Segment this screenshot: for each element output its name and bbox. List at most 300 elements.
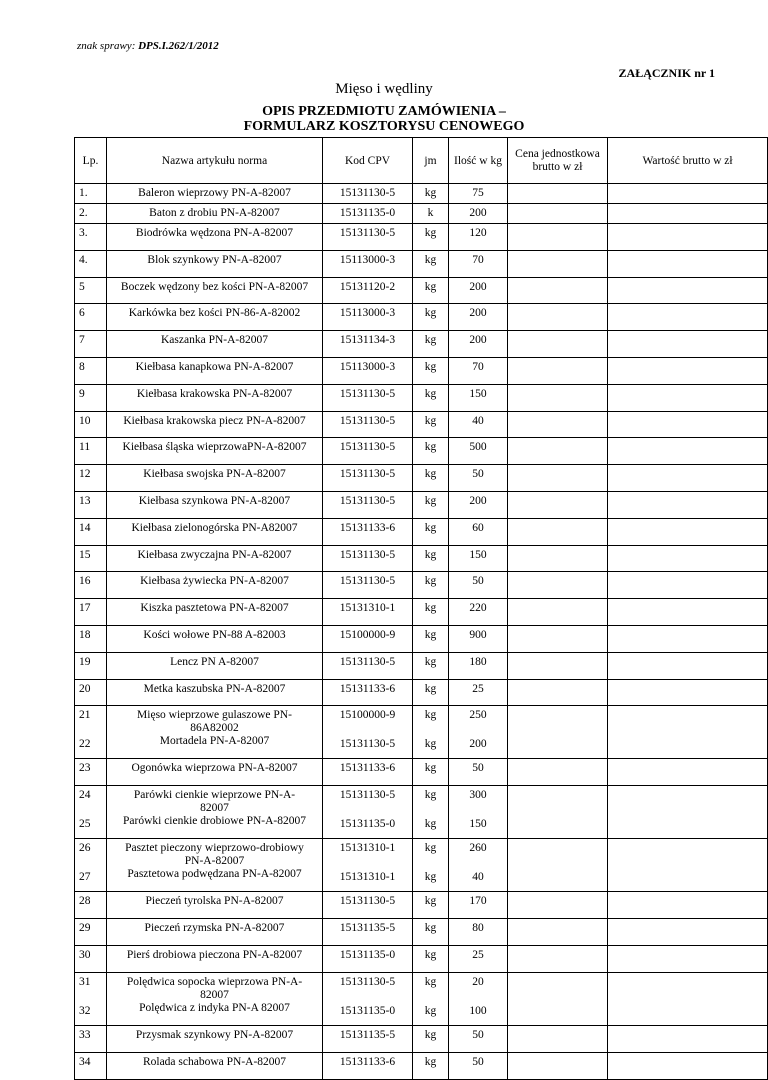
row-number-line: 22: [79, 738, 91, 751]
document-title-line1: OPIS PRZEDMIOTU ZAMÓWIENIA –: [262, 104, 506, 119]
cpv-code: 15131133-6: [323, 1053, 413, 1080]
total-value-cell[interactable]: [608, 625, 768, 652]
row-number: [75, 973, 107, 1026]
row-number-line: 26: [79, 842, 91, 855]
unit: kg: [413, 1026, 449, 1053]
total-value-cell[interactable]: [608, 491, 768, 518]
table-row: [75, 204, 768, 224]
unit: kg: [413, 946, 449, 973]
quantity: 200: [449, 491, 508, 518]
total-value-cell[interactable]: [608, 465, 768, 492]
table-row: [75, 946, 768, 973]
row-number-line: 31: [79, 976, 91, 989]
total-value-cell[interactable]: [608, 518, 768, 545]
table-body: [75, 184, 768, 1080]
quantity: 70: [449, 357, 508, 384]
total-value-cell[interactable]: [608, 759, 768, 786]
table-row: [75, 304, 768, 331]
table-row-merged: [75, 706, 768, 759]
row-number: 6: [75, 304, 107, 331]
cpv-code: 15131130-5: [323, 465, 413, 492]
quantity: 180: [449, 652, 508, 679]
item-name: Baleron wieprzowy PN-A-82007: [107, 184, 323, 204]
item-name: Kiełbasa zwyczajna PN-A-82007: [107, 545, 323, 572]
row-number-line: 21: [79, 709, 91, 722]
unit-price-cell[interactable]: [508, 277, 608, 304]
total-value-cell[interactable]: [608, 438, 768, 465]
cpv-code: 15113000-3: [323, 304, 413, 331]
total-value-cell[interactable]: [608, 973, 768, 1026]
cpv-code: 15131135-0: [323, 204, 413, 224]
row-number: 20: [75, 679, 107, 706]
table-row: [75, 759, 768, 786]
quantity: 70: [449, 250, 508, 277]
unit-price-cell[interactable]: [508, 518, 608, 545]
quantity: 25: [449, 679, 508, 706]
item-name-line: Pasztetowa podwędzana PN-A-82007: [127, 868, 302, 881]
cpv-code: 15113000-3: [323, 357, 413, 384]
quantity: 50: [449, 759, 508, 786]
unit: kg: [413, 184, 449, 204]
cpv-code: 15131134-3: [323, 331, 413, 358]
row-number: [75, 839, 107, 892]
total-value-cell[interactable]: [608, 1026, 768, 1053]
case-reference-label: znak sprawy:: [77, 40, 136, 52]
item-name: Rolada schabowa PN-A-82007: [107, 1053, 323, 1080]
quantity: 150: [449, 545, 508, 572]
unit: kg: [413, 277, 449, 304]
document-title-line2: FORMULARZ KOSZTORYSU CENOWEGO: [243, 119, 525, 134]
table-row: [75, 384, 768, 411]
quantity-line: 250: [469, 709, 487, 722]
unit-price-cell[interactable]: [508, 599, 608, 626]
row-number: 7: [75, 331, 107, 358]
quantity-line: 260: [469, 842, 487, 855]
quantity: 50: [449, 1026, 508, 1053]
quantity: 900: [449, 625, 508, 652]
row-number: 13: [75, 491, 107, 518]
cpv-code: 15131135-5: [323, 1026, 413, 1053]
item-name: Kiszka pasztetowa PN-A-82007: [107, 599, 323, 626]
total-value-cell[interactable]: [608, 1053, 768, 1080]
quantity-line: 150: [469, 818, 487, 831]
cpv-code: 15131130-5: [323, 411, 413, 438]
quantity: 75: [449, 184, 508, 204]
unit-price-cell[interactable]: [508, 384, 608, 411]
item-name-line: Polędwica sopocka wieprzowa PN-A-: [126, 976, 303, 989]
unit-price-cell[interactable]: [508, 706, 608, 759]
table-row: [75, 545, 768, 572]
column-header-unit: jm: [413, 138, 449, 184]
quantity: [449, 839, 508, 892]
unit-price-cell[interactable]: [508, 679, 608, 706]
table-row-merged: [75, 839, 768, 892]
item-name: Metka kaszubska PN-A-82007: [107, 679, 323, 706]
quantity: 150: [449, 384, 508, 411]
item-name-line: Parówki cienkie drobiowe PN-A-82007: [122, 815, 306, 828]
item-name: Kiełbasa swojska PN-A-82007: [107, 465, 323, 492]
unit-line: kg: [424, 871, 437, 884]
row-number: 30: [75, 946, 107, 973]
cpv-code: 15131130-5: [323, 652, 413, 679]
cpv-code: 15131135-5: [323, 919, 413, 946]
table-row-merged: [75, 973, 768, 1026]
row-number: 28: [75, 892, 107, 919]
total-value-cell[interactable]: [608, 786, 768, 839]
table-row: [75, 438, 768, 465]
item-name: Kiełbasa krakowska PN-A-82007: [107, 384, 323, 411]
column-header-unit-price: Cena jednostkowa brutto w zł: [508, 138, 608, 184]
unit-price-cell[interactable]: [508, 357, 608, 384]
item-name-line: 82007: [200, 989, 229, 1002]
row-number: 1.: [75, 184, 107, 204]
table-row: [75, 331, 768, 358]
column-header-name: Nazwa artykułu norma: [107, 138, 323, 184]
cpv-code: 15131130-5: [323, 892, 413, 919]
unit: kg: [413, 357, 449, 384]
quantity: 200: [449, 204, 508, 224]
total-value-cell[interactable]: [608, 250, 768, 277]
unit-price-cell[interactable]: [508, 652, 608, 679]
quantity: 50: [449, 465, 508, 492]
quantity-line: 40: [472, 871, 484, 884]
quantity: 50: [449, 572, 508, 599]
attachment-label: ZAŁĄCZNIK nr 1: [618, 66, 715, 80]
cpv-code: 15131130-5: [323, 572, 413, 599]
unit-line: kg: [424, 1005, 437, 1018]
item-name: [107, 786, 323, 839]
table-row: [75, 599, 768, 626]
row-number: 29: [75, 919, 107, 946]
total-value-cell[interactable]: [608, 599, 768, 626]
row-number: 2.: [75, 204, 107, 224]
table-row: [75, 277, 768, 304]
quantity-line: 20: [472, 976, 484, 989]
cpv-code: [323, 973, 413, 1026]
total-value-cell[interactable]: [608, 357, 768, 384]
total-value-cell[interactable]: [608, 652, 768, 679]
item-name: Kiełbasa kanapkowa PN-A-82007: [107, 357, 323, 384]
item-name: Ogonówka wieprzowa PN-A-82007: [107, 759, 323, 786]
item-name: Baton z drobiu PN-A-82007: [107, 204, 323, 224]
table-row: [75, 572, 768, 599]
unit-price-cell[interactable]: [508, 545, 608, 572]
unit: kg: [413, 438, 449, 465]
unit: [413, 706, 449, 759]
total-value-cell[interactable]: [608, 919, 768, 946]
item-name-line: Mortadela PN-A-82007: [159, 735, 270, 748]
unit-price-cell[interactable]: [508, 973, 608, 1026]
table-row: [75, 411, 768, 438]
cpv-code: 15100000-9: [323, 625, 413, 652]
table-row: [75, 679, 768, 706]
row-number: 34: [75, 1053, 107, 1080]
row-number-line: 32: [79, 1005, 91, 1018]
cpv-code: 15131133-6: [323, 518, 413, 545]
table-row: [75, 919, 768, 946]
cpv-code: 15113000-3: [323, 250, 413, 277]
item-name: [107, 973, 323, 1026]
unit: kg: [413, 652, 449, 679]
cpv-code: 15131130-5: [323, 491, 413, 518]
cpv-code: 15131135-0: [323, 946, 413, 973]
table-header-row: [75, 138, 768, 184]
category-title: Mięso i wędliny: [335, 81, 433, 97]
quantity: 60: [449, 518, 508, 545]
row-number: 16: [75, 572, 107, 599]
row-number: 19: [75, 652, 107, 679]
row-number-line: 24: [79, 789, 91, 802]
unit-price-cell[interactable]: [508, 331, 608, 358]
unit: k: [413, 204, 449, 224]
total-value-cell[interactable]: [608, 224, 768, 251]
row-number: 9: [75, 384, 107, 411]
unit-price-cell[interactable]: [508, 892, 608, 919]
cpv-code: 15131130-5: [323, 224, 413, 251]
row-number: 10: [75, 411, 107, 438]
item-name: Boczek wędzony bez kości PN-A-82007: [107, 277, 323, 304]
item-name: Kiełbasa śląska wieprzowaPN-A-82007: [107, 438, 323, 465]
unit-price-cell[interactable]: [508, 1053, 608, 1080]
row-number: 23: [75, 759, 107, 786]
table-row: [75, 892, 768, 919]
unit-price-cell[interactable]: [508, 465, 608, 492]
unit: kg: [413, 304, 449, 331]
quantity: 200: [449, 331, 508, 358]
table-row: [75, 184, 768, 204]
quantity: [449, 973, 508, 1026]
item-name: Przysmak szynkowy PN-A-82007: [107, 1026, 323, 1053]
quantity: 80: [449, 919, 508, 946]
row-number: 33: [75, 1026, 107, 1053]
row-number: 14: [75, 518, 107, 545]
total-value-cell[interactable]: [608, 384, 768, 411]
unit-line: kg: [424, 789, 437, 802]
unit: kg: [413, 759, 449, 786]
item-name: Kości wołowe PN-88 A-82003: [107, 625, 323, 652]
table-row: [75, 224, 768, 251]
cpv-code-line: 15100000-9: [339, 709, 396, 722]
total-value-cell[interactable]: [608, 946, 768, 973]
cpv-code-line: 15131310-1: [339, 871, 396, 884]
row-number: 8: [75, 357, 107, 384]
item-name: Pierś drobiowa pieczona PN-A-82007: [107, 946, 323, 973]
case-reference: [77, 40, 219, 52]
unit-price-cell[interactable]: [508, 572, 608, 599]
unit: kg: [413, 572, 449, 599]
row-number: 17: [75, 599, 107, 626]
item-name: [107, 706, 323, 759]
item-name-line: 86A82002: [190, 722, 239, 735]
quantity: 40: [449, 411, 508, 438]
item-name: Kaszanka PN-A-82007: [107, 331, 323, 358]
unit: kg: [413, 518, 449, 545]
item-name-line: PN-A-82007: [184, 855, 245, 868]
quantity: 500: [449, 438, 508, 465]
unit-price-cell[interactable]: [508, 438, 608, 465]
unit: kg: [413, 465, 449, 492]
item-name: Blok szynkowy PN-A-82007: [107, 250, 323, 277]
total-value-cell[interactable]: [608, 545, 768, 572]
unit-line: kg: [424, 818, 437, 831]
unit: kg: [413, 411, 449, 438]
item-name: Lencz PN A-82007: [107, 652, 323, 679]
quantity: 200: [449, 277, 508, 304]
item-name-line: Polędwica z indyka PN-A 82007: [139, 1002, 290, 1015]
column-header-quantity: Ilość w kg: [449, 138, 508, 184]
table-row: [75, 250, 768, 277]
cpv-code: 15131133-6: [323, 759, 413, 786]
cpv-code-line: 15131135-0: [339, 1005, 396, 1018]
table-row: [75, 652, 768, 679]
unit: [413, 839, 449, 892]
table-row: [75, 465, 768, 492]
unit: kg: [413, 491, 449, 518]
cpv-code: 15131130-5: [323, 384, 413, 411]
total-value-cell[interactable]: [608, 304, 768, 331]
case-reference-number: DPS.I.262/1/2012: [138, 40, 219, 52]
cpv-code: [323, 786, 413, 839]
item-name: Kiełbasa zielonogórska PN-A82007: [107, 518, 323, 545]
table-row: [75, 357, 768, 384]
table-row: [75, 1026, 768, 1053]
unit-price-cell[interactable]: [508, 224, 608, 251]
quantity: 220: [449, 599, 508, 626]
unit-line: kg: [424, 842, 437, 855]
unit: kg: [413, 384, 449, 411]
table-row: [75, 491, 768, 518]
quantity: 120: [449, 224, 508, 251]
item-name: Pieczeń rzymska PN-A-82007: [107, 919, 323, 946]
column-header-lp: Lp.: [75, 138, 107, 184]
item-name: Biodrówka wędzona PN-A-82007: [107, 224, 323, 251]
row-number-line: 27: [79, 871, 91, 884]
row-number: [75, 786, 107, 839]
total-value-cell[interactable]: [608, 679, 768, 706]
item-name: Pieczeń tyrolska PN-A-82007: [107, 892, 323, 919]
row-number-line: 25: [79, 818, 91, 831]
cpv-code-line: 15131130-5: [339, 976, 396, 989]
unit-price-cell[interactable]: [508, 839, 608, 892]
unit-price-cell[interactable]: [508, 184, 608, 204]
unit: kg: [413, 919, 449, 946]
unit-price-cell[interactable]: [508, 946, 608, 973]
unit-price-cell[interactable]: [508, 625, 608, 652]
item-name-line: 82007: [200, 802, 229, 815]
cpv-code-line: 15131310-1: [339, 842, 396, 855]
unit-price-cell[interactable]: [508, 786, 608, 839]
unit: kg: [413, 224, 449, 251]
column-header-total-value: Wartość brutto w zł: [608, 138, 768, 184]
unit-line: kg: [424, 738, 437, 751]
unit-price-cell[interactable]: [508, 304, 608, 331]
total-value-cell[interactable]: [608, 204, 768, 224]
unit: kg: [413, 625, 449, 652]
unit: kg: [413, 331, 449, 358]
cpv-code-line: 15131135-0: [339, 818, 396, 831]
item-name: Karkówka bez kości PN-86-A-82002: [107, 304, 323, 331]
total-value-cell[interactable]: [608, 839, 768, 892]
quantity-line: 100: [469, 1005, 487, 1018]
unit: kg: [413, 892, 449, 919]
total-value-cell[interactable]: [608, 184, 768, 204]
row-number: 3.: [75, 224, 107, 251]
total-value-cell[interactable]: [608, 572, 768, 599]
cpv-code-line: 15131130-5: [339, 789, 396, 802]
unit: kg: [413, 599, 449, 626]
quantity: 50: [449, 1053, 508, 1080]
unit: kg: [413, 1053, 449, 1080]
row-number: 11: [75, 438, 107, 465]
row-number: 15: [75, 545, 107, 572]
item-name: [107, 839, 323, 892]
unit-price-cell[interactable]: [508, 250, 608, 277]
quantity: 200: [449, 304, 508, 331]
cpv-code: 15131130-5: [323, 438, 413, 465]
unit: kg: [413, 250, 449, 277]
total-value-cell[interactable]: [608, 277, 768, 304]
cpv-code: 15131133-6: [323, 679, 413, 706]
table-row: [75, 625, 768, 652]
unit-line: kg: [424, 976, 437, 989]
table-row: [75, 1053, 768, 1080]
total-value-cell[interactable]: [608, 892, 768, 919]
item-name: Kiełbasa żywiecka PN-A-82007: [107, 572, 323, 599]
cpv-code: 15131310-1: [323, 599, 413, 626]
row-number: 4.: [75, 250, 107, 277]
item-name: Kiełbasa szynkowa PN-A-82007: [107, 491, 323, 518]
item-name: Kiełbasa krakowska piecz PN-A-82007: [107, 411, 323, 438]
table-row-merged: [75, 786, 768, 839]
unit-price-cell[interactable]: [508, 411, 608, 438]
unit-price-cell[interactable]: [508, 1026, 608, 1053]
item-name-line: Pasztet pieczony wieprzowo-drobiowy: [125, 842, 304, 855]
column-header-cpv: Kod CPV: [323, 138, 413, 184]
table-row: [75, 518, 768, 545]
cpv-code: [323, 839, 413, 892]
row-number: [75, 706, 107, 759]
quantity-line: 300: [469, 789, 487, 802]
unit: kg: [413, 679, 449, 706]
cpv-code: 15131130-5: [323, 545, 413, 572]
quantity: [449, 706, 508, 759]
quantity: 170: [449, 892, 508, 919]
total-value-cell[interactable]: [608, 706, 768, 759]
row-number: 18: [75, 625, 107, 652]
unit-price-cell[interactable]: [508, 919, 608, 946]
cpv-code-line: 15131130-5: [339, 738, 396, 751]
total-value-cell[interactable]: [608, 411, 768, 438]
unit: kg: [413, 545, 449, 572]
item-name-line: Parówki cienkie wieprzowe PN-A-: [133, 789, 296, 802]
cpv-code: 15131130-5: [323, 184, 413, 204]
quantity: 25: [449, 946, 508, 973]
unit-price-cell[interactable]: [508, 491, 608, 518]
unit: [413, 786, 449, 839]
unit-line: kg: [424, 709, 437, 722]
row-number: 12: [75, 465, 107, 492]
quantity-line: 200: [469, 738, 487, 751]
unit-price-cell[interactable]: [508, 204, 608, 224]
quantity: [449, 786, 508, 839]
price-form-table: [74, 137, 768, 1080]
total-value-cell[interactable]: [608, 331, 768, 358]
item-name-line: Mięso wieprzowe gulaszowe PN-: [137, 709, 292, 722]
cpv-code: [323, 706, 413, 759]
cpv-code: 15131120-2: [323, 277, 413, 304]
unit-price-cell[interactable]: [508, 759, 608, 786]
unit: [413, 973, 449, 1026]
